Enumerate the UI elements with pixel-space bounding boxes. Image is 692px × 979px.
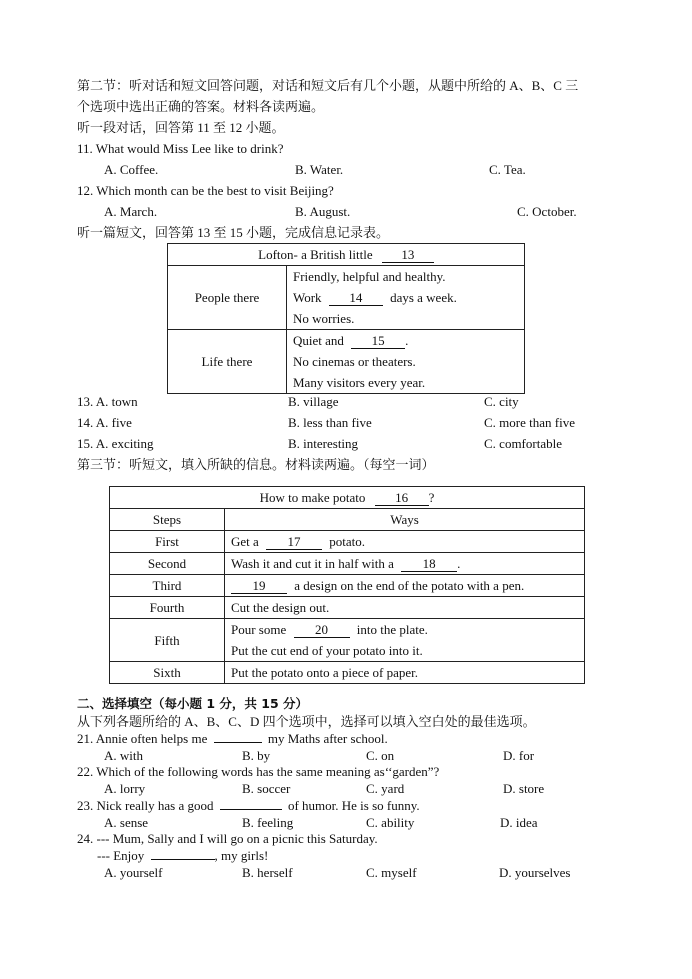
way-second-post: .: [457, 556, 461, 571]
blank-14[interactable]: 14: [329, 290, 383, 306]
passage-intro: 听一篇短文，回答第 13 至 15 小题，完成信息记录表。: [77, 225, 390, 240]
potato-title-post: ?: [428, 490, 435, 505]
potato-table-title: [110, 487, 585, 509]
step-fifth: Fifth: [110, 619, 225, 662]
way-fifth-line1: [231, 619, 578, 640]
question-14-option-a[interactable]: 14. A. five: [77, 415, 132, 430]
part2-instruction-line2: 个选项中选出正确的答案。材料各读两遍。: [77, 99, 325, 114]
question-21-option-a[interactable]: A. with: [104, 748, 143, 763]
question-21-option-b[interactable]: B. by: [242, 748, 271, 763]
way-first-post: potato.: [329, 534, 366, 549]
question-15-option-a[interactable]: 15. A. exciting: [77, 436, 154, 451]
question-21-option-c[interactable]: C. on: [366, 748, 395, 763]
question-22-option-a[interactable]: A. lorry: [104, 781, 146, 796]
question-24-option-b[interactable]: B. herself: [242, 865, 293, 880]
potato-title-pre: How to make potato: [259, 490, 366, 505]
people-line1: Friendly, helpful and healthy.: [293, 269, 446, 284]
people-line2: [293, 287, 518, 308]
question-24-line2-post: , my girls!: [214, 848, 269, 863]
question-15-option-c[interactable]: C. comfortable: [484, 436, 562, 451]
question-13-option-a[interactable]: 13. A. town: [77, 394, 138, 409]
question-23-option-d[interactable]: D. idea: [500, 815, 538, 830]
step-fourth: Fourth: [110, 597, 225, 619]
step-first: First: [110, 531, 225, 553]
question-21-stem-post: my Maths after school.: [267, 731, 388, 746]
blank-16[interactable]: 16: [375, 490, 429, 506]
way-third: [225, 575, 585, 597]
question-11-option-c[interactable]: C. Tea.: [489, 162, 526, 177]
question-12-stem: 12. Which month can be the best to visit Beijing?: [77, 183, 334, 198]
way-second-pre: Wash it and cut it in half with a: [231, 556, 394, 571]
lofton-table-title: [168, 244, 525, 266]
col-header-ways: Ways: [225, 509, 585, 531]
part3-intro: 第三节：听短文，填入所缺的信息。材料读两遍。（每空一词）: [77, 457, 435, 472]
life-line1-pre: Quiet and: [293, 333, 344, 348]
step-second: Second: [110, 553, 225, 575]
question-11-stem: 11. What would Miss Lee like to drink?: [77, 141, 284, 156]
col-header-steps: Steps: [110, 509, 225, 531]
question-23-option-c[interactable]: C. ability: [366, 815, 415, 830]
question-11-option-a[interactable]: A. Coffee.: [104, 162, 159, 177]
blank-13[interactable]: 13: [382, 247, 434, 263]
way-first-pre: Get a: [231, 534, 259, 549]
question-23-stem-post: of humor. He is so funny.: [287, 798, 420, 813]
way-fifth-pre: Pour some: [231, 622, 287, 637]
question-24-option-c[interactable]: C. myself: [366, 865, 417, 880]
section2-instruction: 从下列各题所给的 A、B、C、D 四个选项中，选择可以填入空白处的最佳选项。: [77, 714, 536, 729]
way-first: [225, 531, 585, 553]
question-14-option-c[interactable]: C. more than five: [484, 415, 575, 430]
question-24-stem-line1: 24. --- Mum, Sally and I will go on a picnic this Saturday.: [77, 831, 378, 846]
way-fifth-line2: Put the cut end of your potato into it.: [231, 643, 423, 658]
question-24-option-d[interactable]: D. yourselves: [499, 865, 571, 880]
life-line3: Many visitors every year.: [293, 375, 426, 390]
question-24-option-a[interactable]: A. yourself: [104, 865, 163, 880]
row-label-people: People there: [168, 266, 287, 330]
question-23-stem: [77, 797, 420, 815]
question-24-stem-line2: [97, 847, 268, 865]
blank-24[interactable]: [151, 859, 215, 860]
life-line1: [293, 330, 518, 351]
question-22-option-b[interactable]: B. soccer: [242, 781, 291, 796]
question-23-option-a[interactable]: A. sense: [104, 815, 149, 830]
lofton-info-table: [167, 243, 525, 394]
blank-20[interactable]: 20: [294, 622, 350, 638]
question-11-option-b[interactable]: B. Water.: [295, 162, 344, 177]
question-22-option-d[interactable]: D. store: [503, 781, 545, 796]
blank-21[interactable]: [214, 742, 262, 743]
row-label-life: Life there: [168, 330, 287, 394]
people-line3: No worries.: [293, 311, 355, 326]
question-13-option-c[interactable]: C. city: [484, 394, 519, 409]
way-third-post: a design on the end of the potato with a pen.: [294, 578, 525, 593]
blank-19[interactable]: 19: [231, 578, 287, 594]
dialog-intro: 听一段对话，回答第 11 至 12 小题。: [77, 120, 285, 135]
step-third: Third: [110, 575, 225, 597]
life-line1-post: .: [405, 333, 409, 348]
question-12-option-b[interactable]: B. August.: [295, 204, 351, 219]
question-21-stem-pre: 21. Annie often helps me: [77, 731, 208, 746]
question-22-stem: 22. Which of the following words has the same meaning as‘‘garden”?: [77, 764, 440, 779]
row-content-people: [287, 266, 525, 330]
people-line2-post: days a week.: [390, 290, 457, 305]
question-21-option-d[interactable]: D. for: [503, 748, 535, 763]
blank-17[interactable]: 17: [266, 534, 322, 550]
way-sixth: Put the potato onto a piece of paper.: [225, 662, 585, 684]
question-24-line2-pre: --- Enjoy: [97, 848, 145, 863]
way-fifth: [225, 619, 585, 662]
blank-15[interactable]: 15: [351, 333, 405, 349]
way-fifth-post: into the plate.: [356, 622, 428, 637]
question-12-option-a[interactable]: A. March.: [104, 204, 158, 219]
potato-steps-table: [109, 486, 585, 684]
row-content-life: [287, 330, 525, 394]
question-14-option-b[interactable]: B. less than five: [288, 415, 372, 430]
blank-18[interactable]: 18: [401, 556, 457, 572]
question-15-option-b[interactable]: B. interesting: [288, 436, 359, 451]
section2-heading: 二、选择填空（每小题 1 分，共 15 分）: [77, 696, 309, 711]
question-13-option-b[interactable]: B. village: [288, 394, 339, 409]
people-line2-pre: Work: [293, 290, 322, 305]
way-second: [225, 553, 585, 575]
question-23-option-b[interactable]: B. feeling: [242, 815, 294, 830]
lofton-table-title-text: Lofton- a British little: [258, 247, 373, 262]
question-22-option-c[interactable]: C. yard: [366, 781, 405, 796]
step-sixth: Sixth: [110, 662, 225, 684]
blank-23[interactable]: [220, 809, 282, 810]
question-12-option-c[interactable]: C. October.: [517, 204, 577, 219]
way-fourth: Cut the design out.: [225, 597, 585, 619]
question-23-stem-pre: 23. Nick really has a good: [77, 798, 214, 813]
question-21-stem: [77, 730, 388, 748]
life-line2: No cinemas or theaters.: [293, 354, 416, 369]
part2-instruction-line1: 第二节：听对话和短文回答问题，对话和短文后有几个小题，从题中所给的 A、B、C 三: [77, 78, 579, 93]
